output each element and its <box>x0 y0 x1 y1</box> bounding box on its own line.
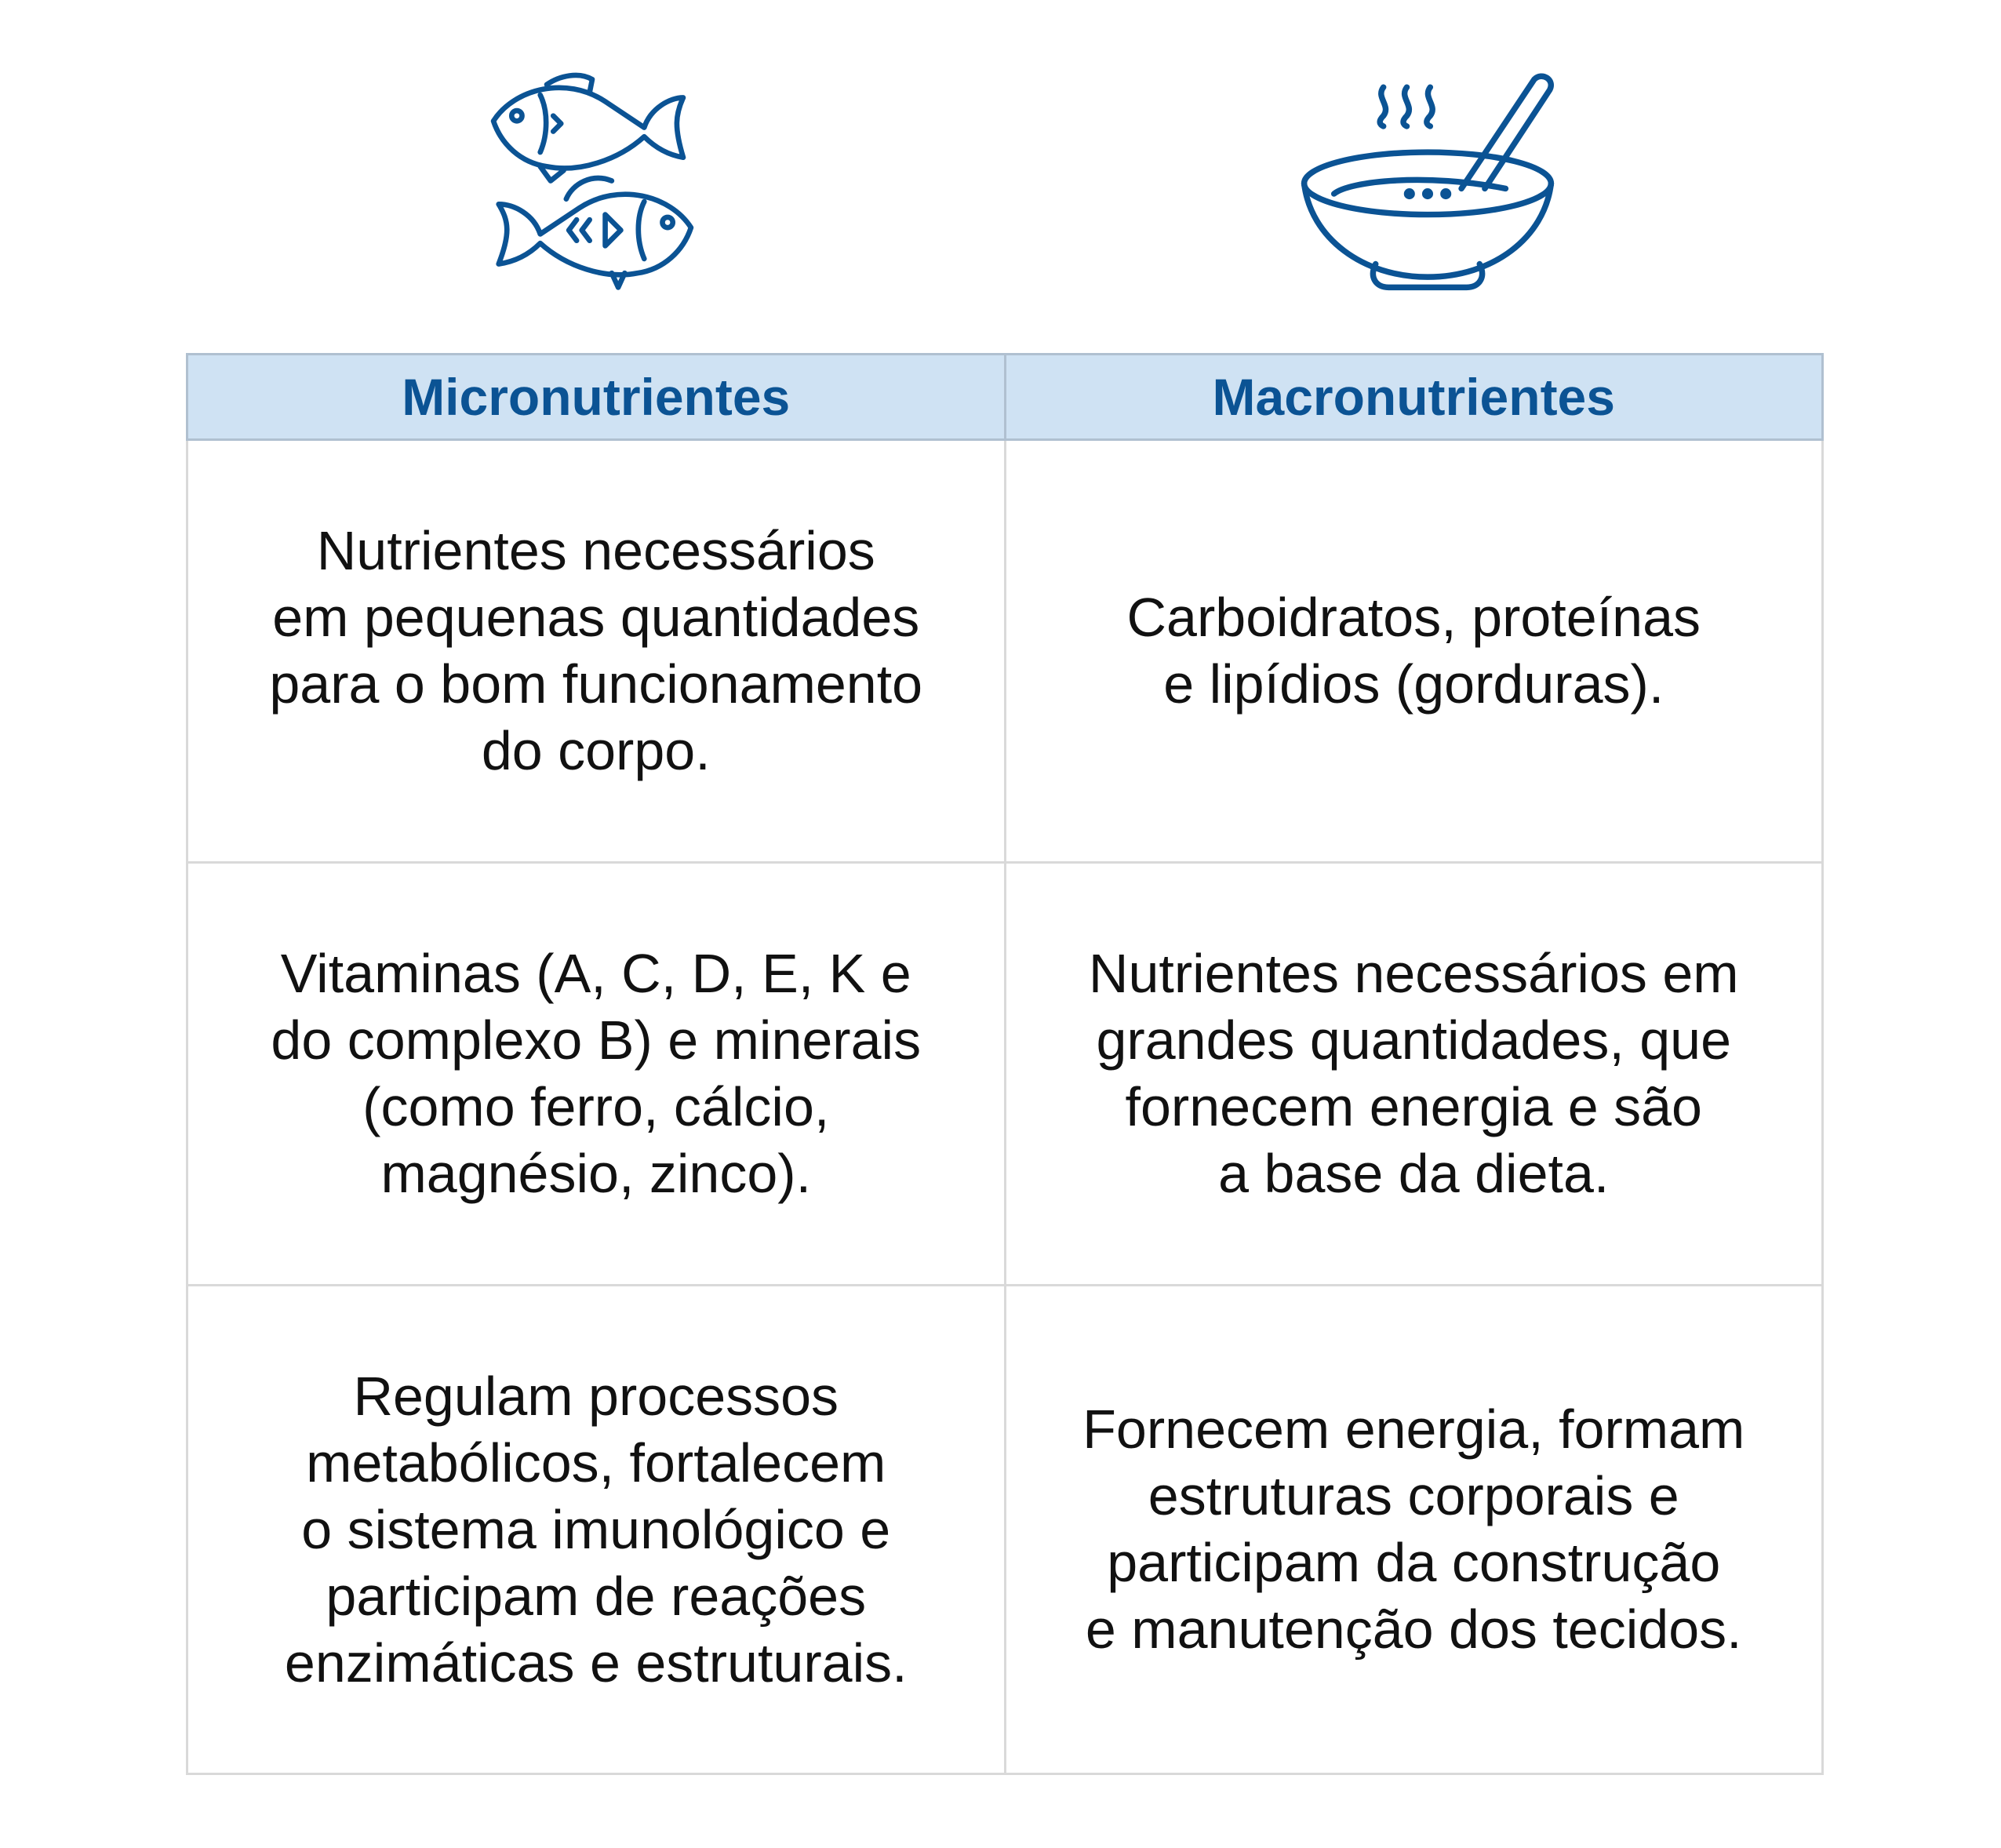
table-cell: Fornecem energia, formam estruturas corporais e participam da construção e manutenção dos tecidos. <box>1005 1286 1823 1774</box>
table-row <box>187 440 1823 863</box>
header-macronutrientes: Macronutrientes <box>1005 355 1823 440</box>
table-header-row <box>187 355 1823 440</box>
fish-icon <box>486 69 698 293</box>
table-cell: Nutrientes necessários em pequenas quantidades para o bom funcionamento do corpo. <box>187 440 1006 863</box>
nutrients-comparison-table <box>186 353 1824 1775</box>
table-cell: Nutrientes necessários em grandes quantidades, que fornecem energia e são a base da dieta. <box>1005 863 1823 1286</box>
table-cell: Regulam processos metabólicos, fortalecem o sistema imunológico e participam de reações enzimáticas e estruturais. <box>187 1286 1006 1774</box>
table-row <box>187 863 1823 1286</box>
soup-bowl-icon <box>1294 69 1561 293</box>
table-cell: Vitaminas (A, C, D, E, K e do complexo B) e minerais (como ferro, cálcio, magnésio, zinco). <box>187 863 1006 1286</box>
header-micronutrientes: Micronutrientes <box>187 355 1006 440</box>
table-cell: Carboidratos, proteínas e lipídios (gorduras). <box>1005 440 1823 863</box>
table-row <box>187 1286 1823 1774</box>
